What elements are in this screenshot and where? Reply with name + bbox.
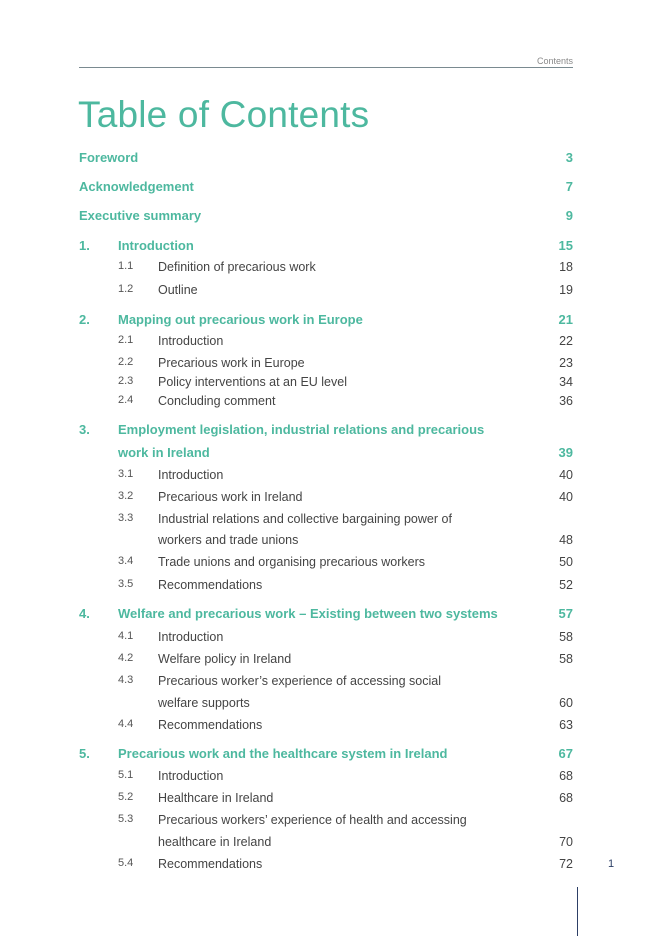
toc-chapter-2[interactable] [0,312,662,332]
section-number: 4.3 [118,674,134,686]
toc-chapter-4[interactable] [0,606,662,626]
section-number: 2.3 [118,375,134,387]
section-title-line1[interactable]: Industrial relations and collective bargaining power of [158,512,452,526]
toc-chapter-3[interactable] [0,422,662,442]
chapter-title[interactable]: Mapping out precarious work in Europe [118,312,363,327]
section-title[interactable]: Precarious work in Ireland [158,490,303,504]
toc-section-2-2[interactable] [0,356,662,376]
section-number: 2.4 [118,394,134,406]
section-number: 3.1 [118,468,134,480]
section-page: 40 [559,490,573,504]
section-title-line2[interactable]: workers and trade unions [158,533,299,547]
section-page: 58 [559,652,573,666]
toc-section-4-3-continued[interactable] [0,696,662,716]
section-number: 5.1 [118,769,134,781]
chapter-page: 39 [558,445,573,460]
toc-section-2-1[interactable] [0,334,662,354]
toc-chapter-3-continued[interactable] [0,445,662,465]
toc-section-4-3[interactable] [0,674,662,694]
section-number: 5.3 [118,813,134,825]
toc-section-3-5[interactable] [0,578,662,598]
section-title[interactable]: Trade unions and organising precarious workers [158,555,426,569]
toc-section-1-1[interactable] [0,260,662,280]
toc-section-5-2[interactable] [0,791,662,811]
section-page: 48 [559,533,573,547]
toc-section-3-2[interactable] [0,490,662,510]
section-page: 50 [559,555,573,569]
section-page: 36 [559,394,573,408]
section-page: 52 [559,578,573,592]
section-page: 18 [559,260,573,274]
toc-entry-page: 3 [565,150,573,165]
chapter-title[interactable]: Welfare and precarious work – Existing between two systems [118,606,498,621]
toc-section-4-2[interactable] [0,652,662,672]
toc-section-3-4[interactable] [0,555,662,575]
section-number: 3.2 [118,490,134,502]
section-title[interactable]: Introduction [158,769,224,783]
chapter-title-line2[interactable]: work in Ireland [118,445,210,460]
section-number: 4.2 [118,652,134,664]
section-page: 70 [559,835,573,849]
chapter-page: 21 [558,312,573,327]
section-page: 23 [559,356,573,370]
section-title[interactable]: Introduction [158,630,224,644]
section-number: 5.2 [118,791,134,803]
section-number: 3.3 [118,512,134,524]
section-title[interactable]: Precarious work in Europe [158,356,305,370]
toc-entry-title[interactable]: Acknowledgement [79,179,194,194]
section-page: 22 [559,334,573,348]
section-title[interactable]: Introduction [158,334,224,348]
chapter-title-line1[interactable]: Employment legislation, industrial relations and precarious [118,422,485,437]
chapter-number: 4. [79,606,90,621]
toc-section-3-3-continued[interactable] [0,533,662,553]
toc-section-5-3[interactable] [0,813,662,833]
toc-entry-foreword[interactable] [0,150,662,170]
toc-chapter-1[interactable] [0,238,662,258]
section-page: 58 [559,630,573,644]
section-page: 72 [559,857,573,871]
section-title[interactable]: Welfare policy in Ireland [158,652,292,666]
section-number: 4.1 [118,630,134,642]
section-title[interactable]: Healthcare in Ireland [158,791,274,805]
toc-section-2-3[interactable] [0,375,662,395]
chapter-page: 57 [558,606,573,621]
chapter-page: 15 [558,238,573,253]
section-number: 1.2 [118,283,134,295]
section-number: 2.2 [118,356,134,368]
section-title[interactable]: Introduction [158,468,224,482]
section-title-line1[interactable]: Precarious workers’ experience of health and accessing [158,813,467,827]
section-title[interactable]: Policy interventions at an EU level [158,375,347,389]
toc-section-5-1[interactable] [0,769,662,789]
section-number: 3.5 [118,578,134,590]
toc-section-4-4[interactable] [0,718,662,738]
toc-section-5-4[interactable] [0,857,662,877]
section-title-line2[interactable]: healthcare in Ireland [158,835,272,849]
toc-section-2-4[interactable] [0,394,662,414]
chapter-title[interactable]: Introduction [118,238,194,253]
section-page: 63 [559,718,573,732]
page-number: 1 [608,858,615,870]
toc-section-3-3[interactable] [0,512,662,532]
toc-section-4-1[interactable] [0,630,662,650]
toc-section-3-1[interactable] [0,468,662,488]
section-title-line2[interactable]: welfare supports [158,696,250,710]
footer-divider [577,887,578,936]
chapter-number: 1. [79,238,90,253]
section-title-line1[interactable]: Precarious worker’s experience of accessing social [158,674,442,688]
section-number: 5.4 [118,857,134,869]
section-page: 60 [559,696,573,710]
toc-entry-page: 7 [565,179,573,194]
section-number: 1.1 [118,260,134,272]
chapter-number: 3. [79,422,90,437]
toc-section-1-2[interactable] [0,283,662,303]
chapter-title[interactable]: Precarious work and the healthcare system in Ireland [118,746,448,761]
section-number: 2.1 [118,334,134,346]
chapter-number: 5. [79,746,90,761]
section-title[interactable]: Outline [158,283,198,297]
section-title[interactable]: Recommendations [158,718,263,732]
toc-entry-title[interactable]: Foreword [79,150,139,165]
chapter-page: 67 [558,746,573,761]
section-page: 34 [559,375,573,389]
page-title: Table of Contents [78,94,370,135]
header-section-label: Contents [536,56,573,66]
section-page: 40 [559,468,573,482]
section-number: 3.4 [118,555,134,567]
section-number: 4.4 [118,718,134,730]
section-title[interactable]: Definition of precarious work [158,260,316,274]
section-title[interactable]: Recommendations [158,857,263,871]
section-page: 68 [559,791,573,805]
section-title[interactable]: Recommendations [158,578,263,592]
toc-entry-page: 9 [565,208,573,223]
toc-entry-executive-summary[interactable] [0,208,662,228]
toc-entry-acknowledgement[interactable] [0,179,662,199]
toc-section-5-3-continued[interactable] [0,835,662,855]
section-title[interactable]: Concluding comment [158,394,276,408]
section-page: 68 [559,769,573,783]
toc-entry-title[interactable]: Executive summary [79,208,202,223]
section-page: 19 [559,283,573,297]
chapter-number: 2. [79,312,90,327]
toc-chapter-5[interactable] [0,746,662,766]
